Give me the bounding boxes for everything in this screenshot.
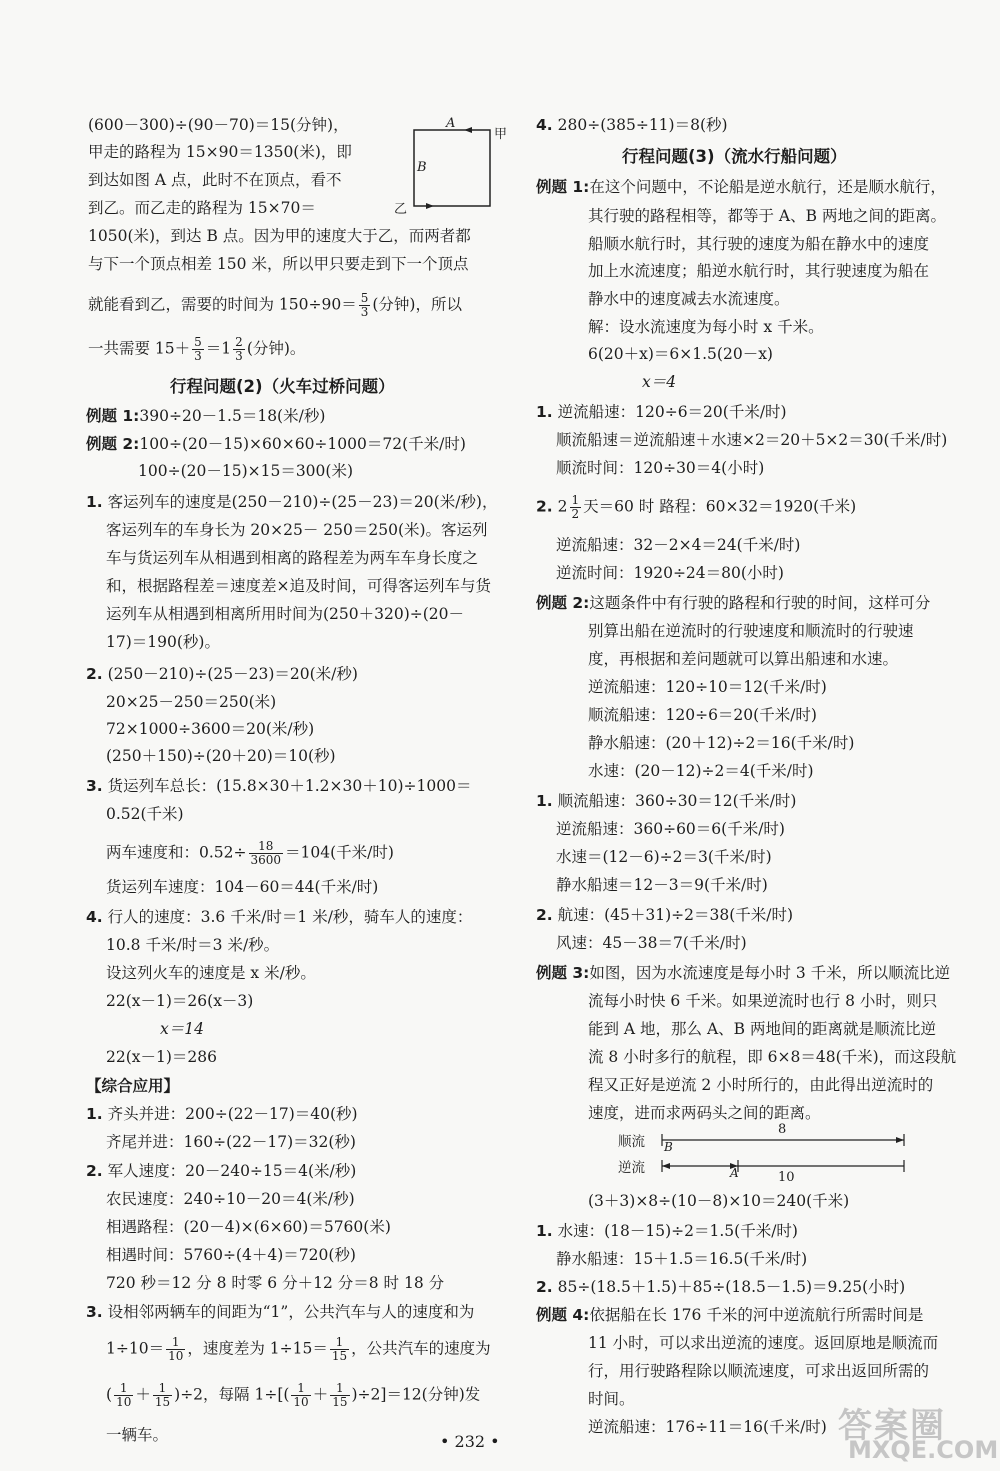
fraction: [166, 1336, 185, 1363]
text-line: [86, 663, 358, 685]
denominator: 10: [293, 1395, 309, 1409]
numerator: 1: [330, 1336, 349, 1350]
text-line: [536, 1220, 798, 1242]
text-line: [536, 790, 796, 812]
text-line: 甲走的路程为 15×90＝1350(米)，即: [88, 143, 352, 161]
text-span: 货运列车总长：(15.8×30＋1.2×30＋10)÷1000＝: [107, 777, 472, 795]
text-span: )÷2]＝12(分钟)发: [351, 1385, 481, 1404]
fraction: [330, 1382, 349, 1409]
text-line: 齐尾并进：160÷(22－17)＝32(秒): [106, 1133, 356, 1151]
text-line: [86, 1103, 358, 1125]
text-span: 顺流船速：360÷30＝12(千米/时): [557, 792, 797, 810]
text-line: 到达如图 A 点，此时不在顶点，看不: [88, 171, 342, 189]
text-line: 运列车从相遇到相离所用时间为(250＋320)÷(20－: [106, 605, 465, 623]
text-span: 如图，因为水流速度是每小时 3 千米，所以顺流比逆: [589, 964, 951, 982]
numerator: 5: [194, 335, 202, 349]
text-line: x＝14: [160, 1020, 204, 1038]
denominator: 3: [194, 349, 202, 363]
text-line: 720 秒＝12 分 8 时零 6 分＋12 分＝8 时 18 分: [106, 1274, 445, 1292]
text-line: 度，再根据和差问题就可以算出船速和水速。: [588, 650, 899, 668]
numerator: 1: [114, 1382, 133, 1396]
fraction: [192, 336, 204, 363]
text-line: 车与货运列车从相遇到相离的路程差为两车车身长度之: [106, 549, 479, 567]
text-line: 逆流船速：32－2×4＝24(千米/时): [556, 536, 801, 554]
text-span: 85÷(18.5＋1.5)＋85÷(18.5－1.5)＝9.25(小时): [557, 1278, 906, 1296]
text-line: 静水船速：15＋1.5＝16.5(千米/时): [556, 1250, 808, 1268]
text-line: 流每小时快 6 千米。如果逆流时也行 8 小时，则只: [588, 992, 938, 1010]
watermark-logo: 答案圈: [838, 1406, 946, 1446]
text-line: [106, 840, 394, 867]
text-span: 2: [557, 497, 568, 516]
text-line: [536, 1304, 923, 1326]
text-line: 逆流时间：1920÷24＝80(小时): [556, 564, 784, 582]
text-line: 与下一个顶点相差 150 米，所以甲只要走到下一个顶点: [88, 255, 469, 273]
text-span: 一共需要 15＋: [88, 339, 191, 358]
flow-diagram: [618, 1122, 918, 1188]
text-span: 水速：(18－15)÷2＝1.5(千米/时): [557, 1222, 798, 1240]
example-label: 例题 3:: [536, 964, 590, 982]
text-span: (分钟)，所以: [372, 295, 462, 314]
numerator: 1: [330, 1382, 349, 1396]
text-line: [536, 494, 856, 521]
text-line: 顺流时间：120÷30＝4(小时): [556, 459, 765, 477]
numerator: 2: [235, 335, 243, 349]
example-label: 例题 2:: [536, 594, 590, 612]
question-number: 3.: [86, 1303, 103, 1321]
text-line: 流 8 小时多行的航程，即 6×8＝48(千米)，而这段航: [588, 1048, 957, 1066]
text-span: 行人的速度：3.6 千米/时＝1 米/秒，骑车人的速度：: [107, 908, 473, 926]
text-line: 相遇时间：5760÷(4＋4)＝720(秒): [106, 1246, 356, 1264]
distance-8-label: 8: [778, 1122, 787, 1137]
section-heading: 【综合应用】: [86, 1077, 180, 1095]
point-a-label: A: [446, 116, 456, 131]
text-line: 别算出船在逆流时的行驶速度和顺流时的行驶速: [588, 622, 914, 640]
fraction: [330, 1336, 349, 1363]
text-line: 逆流船速：120÷10＝12(千米/时): [588, 678, 827, 696]
text-line: (250＋150)÷(20＋20)＝10(秒): [106, 747, 336, 765]
text-span: 军人速度：20－240÷15＝4(米/秒): [107, 1162, 357, 1180]
text-line: (600－300)÷(90－70)＝15(分钟)，: [88, 116, 349, 134]
question-number: 1.: [536, 403, 553, 421]
example-label: 例题 1:: [86, 407, 140, 425]
text-line: 顺流船速：120÷6＝20(千米/时): [588, 706, 817, 724]
question-number: 2.: [536, 497, 553, 516]
question-number: 2.: [86, 665, 103, 683]
text-span: (分钟)。: [246, 339, 306, 358]
text-line: 22(x－1)＝26(x－3): [106, 992, 254, 1010]
text-span: )÷2，每隔 1÷[(: [174, 1385, 290, 1404]
denominator: 3: [235, 349, 243, 363]
text-line: 静水船速＝12－3＝9(千米/时): [556, 876, 768, 894]
text-line: 和，根据路程差＝速度差×追及时间，可得客运列车与货: [106, 577, 491, 595]
text-line: 顺流船速＝逆流船速＋水速×2＝20＋5×2＝30(千米/时): [556, 431, 948, 449]
point-a-label: A: [730, 1166, 739, 1180]
question-number: 2.: [536, 906, 553, 924]
question-number: 3.: [86, 777, 103, 795]
text-line: 能到 A 地，那么 A、B 两地间的距离就是顺流比逆: [588, 1020, 936, 1038]
text-line: 加上水流速度；船逆水航行时，其行驶速度为船在: [588, 262, 930, 280]
text-line: 逆流船速：360÷60＝6(千米/时): [556, 820, 785, 838]
text-line: 6(20＋x)＝6×1.5(20－x): [588, 345, 773, 363]
numerator: 18: [249, 840, 284, 854]
text-line: 客运列车的车身长为 20×25－ 250＝250(米)。客运列: [106, 521, 488, 539]
square-figure: [394, 116, 516, 217]
text-line: [536, 114, 728, 136]
denominator: 10: [168, 1349, 184, 1363]
denominator: 3: [360, 305, 369, 319]
text-span: (250－210)÷(25－23)＝20(米/秒): [107, 665, 358, 683]
text-line: 风速：45－38＝7(千米/时): [556, 934, 747, 952]
text-span: 航速：(45＋31)÷2＝38(千米/时): [557, 906, 794, 924]
text-line: 其行驶的路程相等，都等于 A、B 两地之间的距离。: [588, 207, 946, 225]
fraction: [114, 1382, 133, 1409]
denominator: 15: [331, 1349, 348, 1363]
text-line: [536, 401, 787, 423]
text-line: 水速：(20－12)÷2＝4(千米/时): [588, 762, 814, 780]
text-line: 时间。: [588, 1390, 635, 1408]
text-span: ，速度差为 1÷15＝: [187, 1339, 328, 1358]
example-label: 例题 1:: [536, 178, 590, 196]
text-line: [86, 906, 472, 928]
text-span: ＝1: [205, 339, 232, 358]
numerator: 5: [360, 291, 369, 305]
text-span: 390÷20－1.5＝18(米/秒): [139, 407, 326, 425]
section-title: 行程问题(3)（流水行船问题）: [622, 147, 847, 166]
fraction: [570, 494, 582, 521]
text-line: [536, 176, 946, 198]
text-line: 农民速度：240÷10－20＝4(米/秒): [106, 1190, 355, 1208]
text-line: [86, 1301, 474, 1323]
text-line: 22(x－1)＝286: [106, 1048, 218, 1066]
text-span: ＋: [312, 1385, 329, 1404]
fraction: [359, 292, 371, 319]
numerator: 1: [291, 1382, 310, 1396]
text-span: ，公共汽车的速度为: [351, 1339, 491, 1358]
denominator: 3600: [250, 853, 282, 867]
text-span: (: [106, 1385, 113, 1404]
yi-label: 乙: [394, 202, 408, 217]
text-line: [536, 962, 950, 984]
text-line: 1050(米)，到达 B 点。因为甲的速度大于乙，而两者都: [88, 227, 471, 245]
text-line: 100÷(20－15)×15＝300(米): [138, 462, 354, 480]
text-line: [86, 1160, 356, 1182]
text-span: 就能看到乙，需要的时间为 150÷90＝: [88, 295, 357, 314]
watermark-url: MXQE.COM: [848, 1436, 999, 1464]
text-span: 280÷(385÷11)＝8(秒): [557, 116, 728, 134]
fraction: [153, 1382, 172, 1409]
section-title: 行程问题(2)（火车过桥问题）: [170, 377, 395, 396]
text-line: 到乙。而乙走的路程为 15×70＝: [88, 199, 316, 217]
text-line: [106, 1336, 491, 1363]
text-span: 天＝60 时 路程：60×32＝1920(千米): [583, 497, 857, 516]
fraction: [233, 336, 245, 363]
text-span: ＝104(千米/时): [285, 843, 394, 862]
text-span: 依据船在长 176 千米的河中逆流航行所需时间是: [589, 1306, 924, 1324]
text-line: [536, 1276, 905, 1298]
question-number: 2.: [86, 1162, 103, 1180]
upstream-label: 逆流: [618, 1160, 645, 1176]
text-line: [86, 433, 466, 455]
question-number: 1.: [86, 493, 103, 511]
point-b-label: B: [417, 160, 427, 175]
numerator: 1: [166, 1336, 185, 1350]
text-line: 解：设水流速度为每小时 x 千米。: [588, 318, 824, 336]
flow-diagram-svg: [618, 1128, 918, 1188]
text-line: [88, 292, 462, 319]
text-line: 逆流船速：176÷11＝16(千米/时): [588, 1418, 827, 1436]
text-line: [86, 775, 471, 797]
text-span: ＋: [135, 1385, 151, 1404]
denominator: 15: [154, 1395, 171, 1409]
text-line: 0.52(千米): [106, 805, 184, 823]
text-line: [86, 491, 497, 513]
text-line: 相遇路程：(20－4)×(6×60)＝5760(米): [106, 1218, 391, 1236]
numerator: 1: [153, 1382, 172, 1396]
text-span: 1÷10＝: [106, 1339, 165, 1358]
text-line: x＝4: [642, 373, 677, 391]
text-line: 20×25－250＝250(米): [106, 693, 277, 711]
numerator: 1: [571, 493, 580, 507]
text-span: 这题条件中有行驶的路程和行驶的时间，这样可分: [589, 594, 931, 612]
text-line: [106, 1382, 480, 1409]
denominator: 10: [116, 1395, 132, 1409]
question-number: 1.: [536, 792, 553, 810]
distance-10-label: 10: [778, 1170, 795, 1185]
question-number: 2.: [536, 1278, 553, 1296]
page-number: • 232 •: [440, 1432, 500, 1451]
fraction: [291, 1382, 310, 1409]
text-line: 速度，进而求两码头之间的距离。: [588, 1104, 821, 1122]
text-line: 11 小时，可以求出逆流的速度。返回原地是顺流而: [588, 1334, 939, 1352]
text-line: (3＋3)×8÷(10－8)×10＝240(千米): [588, 1192, 850, 1210]
text-span: 逆流船速：120÷6＝20(千米/时): [557, 403, 787, 421]
denominator: 2: [571, 507, 580, 521]
point-b-label: B: [664, 1140, 673, 1154]
text-line: 船顺水航行时，其行驶的速度为船在静水中的速度: [588, 235, 930, 253]
example-label: 例题 4:: [536, 1306, 590, 1324]
question-number: 4.: [86, 908, 103, 926]
question-number: 1.: [86, 1105, 103, 1123]
text-line: 静水船速：(20＋12)÷2＝16(千米/时): [588, 734, 855, 752]
text-line: 行，用行驶路程除以顺流速度，可求出返回所需的: [588, 1362, 930, 1380]
text-line: 水速＝(12－6)÷2＝3(千米/时): [556, 848, 772, 866]
jia-label: 甲: [494, 127, 508, 142]
text-span: 客运列车的速度是(250－210)÷(25－23)＝20(米/秒)，: [107, 493, 498, 511]
text-line: [88, 336, 305, 363]
fraction: [249, 840, 284, 867]
text-line: 货运列车速度：104－60＝44(千米/时): [106, 878, 379, 896]
text-line: 一辆车。: [106, 1426, 169, 1444]
text-span: 100÷(20－15)×60×60÷1000＝72(千米/时): [139, 435, 466, 453]
text-line: 程又正好是逆流 2 小时所行的，由此得出逆流时的: [588, 1076, 934, 1094]
downstream-label: 顺流: [618, 1134, 645, 1150]
text-line: 72×1000÷3600＝20(米/秒): [106, 720, 315, 738]
text-line: [86, 405, 325, 427]
denominator: 15: [332, 1395, 348, 1409]
text-line: 10.8 千米/时＝3 米/秒。: [106, 936, 280, 954]
text-span: 设相邻两辆车的间距为“1”，公共汽车与人的速度和为: [107, 1303, 475, 1321]
example-label: 例题 2:: [86, 435, 140, 453]
question-number: 4.: [536, 116, 553, 134]
text-line: 17)＝190(秒)。: [106, 633, 220, 651]
text-span: 在这个问题中，不论船是逆水航行，还是顺水航行，: [589, 178, 946, 196]
question-number: 1.: [536, 1222, 553, 1240]
text-span: 两车速度和：0.52÷: [106, 843, 247, 862]
text-span: 齐头并进：200÷(22－17)＝40(秒): [107, 1105, 358, 1123]
text-line: 静水中的速度减去水流速度。: [588, 290, 790, 308]
text-line: [536, 904, 793, 926]
text-line: 设这列火车的速度是 x 米/秒。: [106, 964, 316, 982]
text-line: [536, 592, 930, 614]
